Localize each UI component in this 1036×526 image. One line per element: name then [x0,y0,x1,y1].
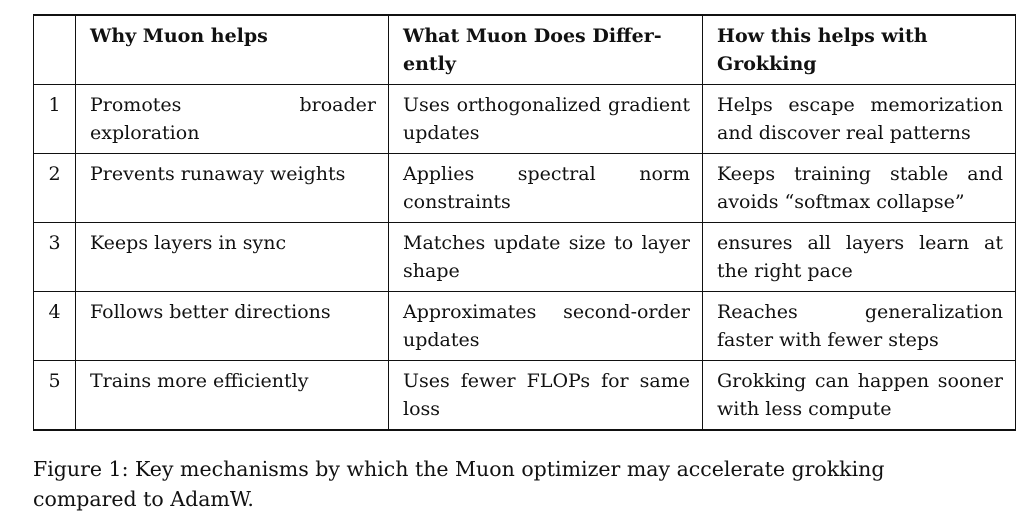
header-what: What Muon Does Differ-ently [389,15,703,85]
row-what: Applies spectral norm constraints [389,154,703,223]
table-row [34,292,1016,361]
row-how: Grokking can happen sooner with less compute [703,361,1016,431]
row-why: Promotes broader exploration [76,85,389,154]
row-how: ensures all layers learn at the right pace [703,223,1016,292]
mechanisms-table [33,14,1016,431]
row-what: Matches update size to layer shape [389,223,703,292]
row-what: Uses fewer FLOPs for same loss [389,361,703,431]
row-what: Approximates second-order updates [389,292,703,361]
row-number: 2 [34,154,76,223]
table-row [34,85,1016,154]
header-how: How this helps with Grokking [703,15,1016,85]
row-number: 4 [34,292,76,361]
table-header-row [34,15,1016,85]
table-row [34,361,1016,431]
row-why: Trains more efficiently [76,361,389,431]
row-number: 3 [34,223,76,292]
row-why: Prevents runaway weights [76,154,389,223]
figure-caption: Figure 1: Key mechanisms by which the Muon optimizer may accelerate grokking compared to AdamW. [33,457,885,511]
table-row [34,223,1016,292]
row-why: Keeps layers in sync [76,223,389,292]
row-how: Keeps training stable and avoids “softmax collapse” [703,154,1016,223]
row-how: Helps escape memorization and discover real patterns [703,85,1016,154]
row-why: Follows better directions [76,292,389,361]
row-what: Uses orthogonalized gradient updates [389,85,703,154]
row-number: 1 [34,85,76,154]
row-how: Reaches generalization faster with fewer steps [703,292,1016,361]
table-row [34,154,1016,223]
row-number: 5 [34,361,76,431]
header-number [34,15,76,85]
header-why: Why Muon helps [76,15,389,85]
